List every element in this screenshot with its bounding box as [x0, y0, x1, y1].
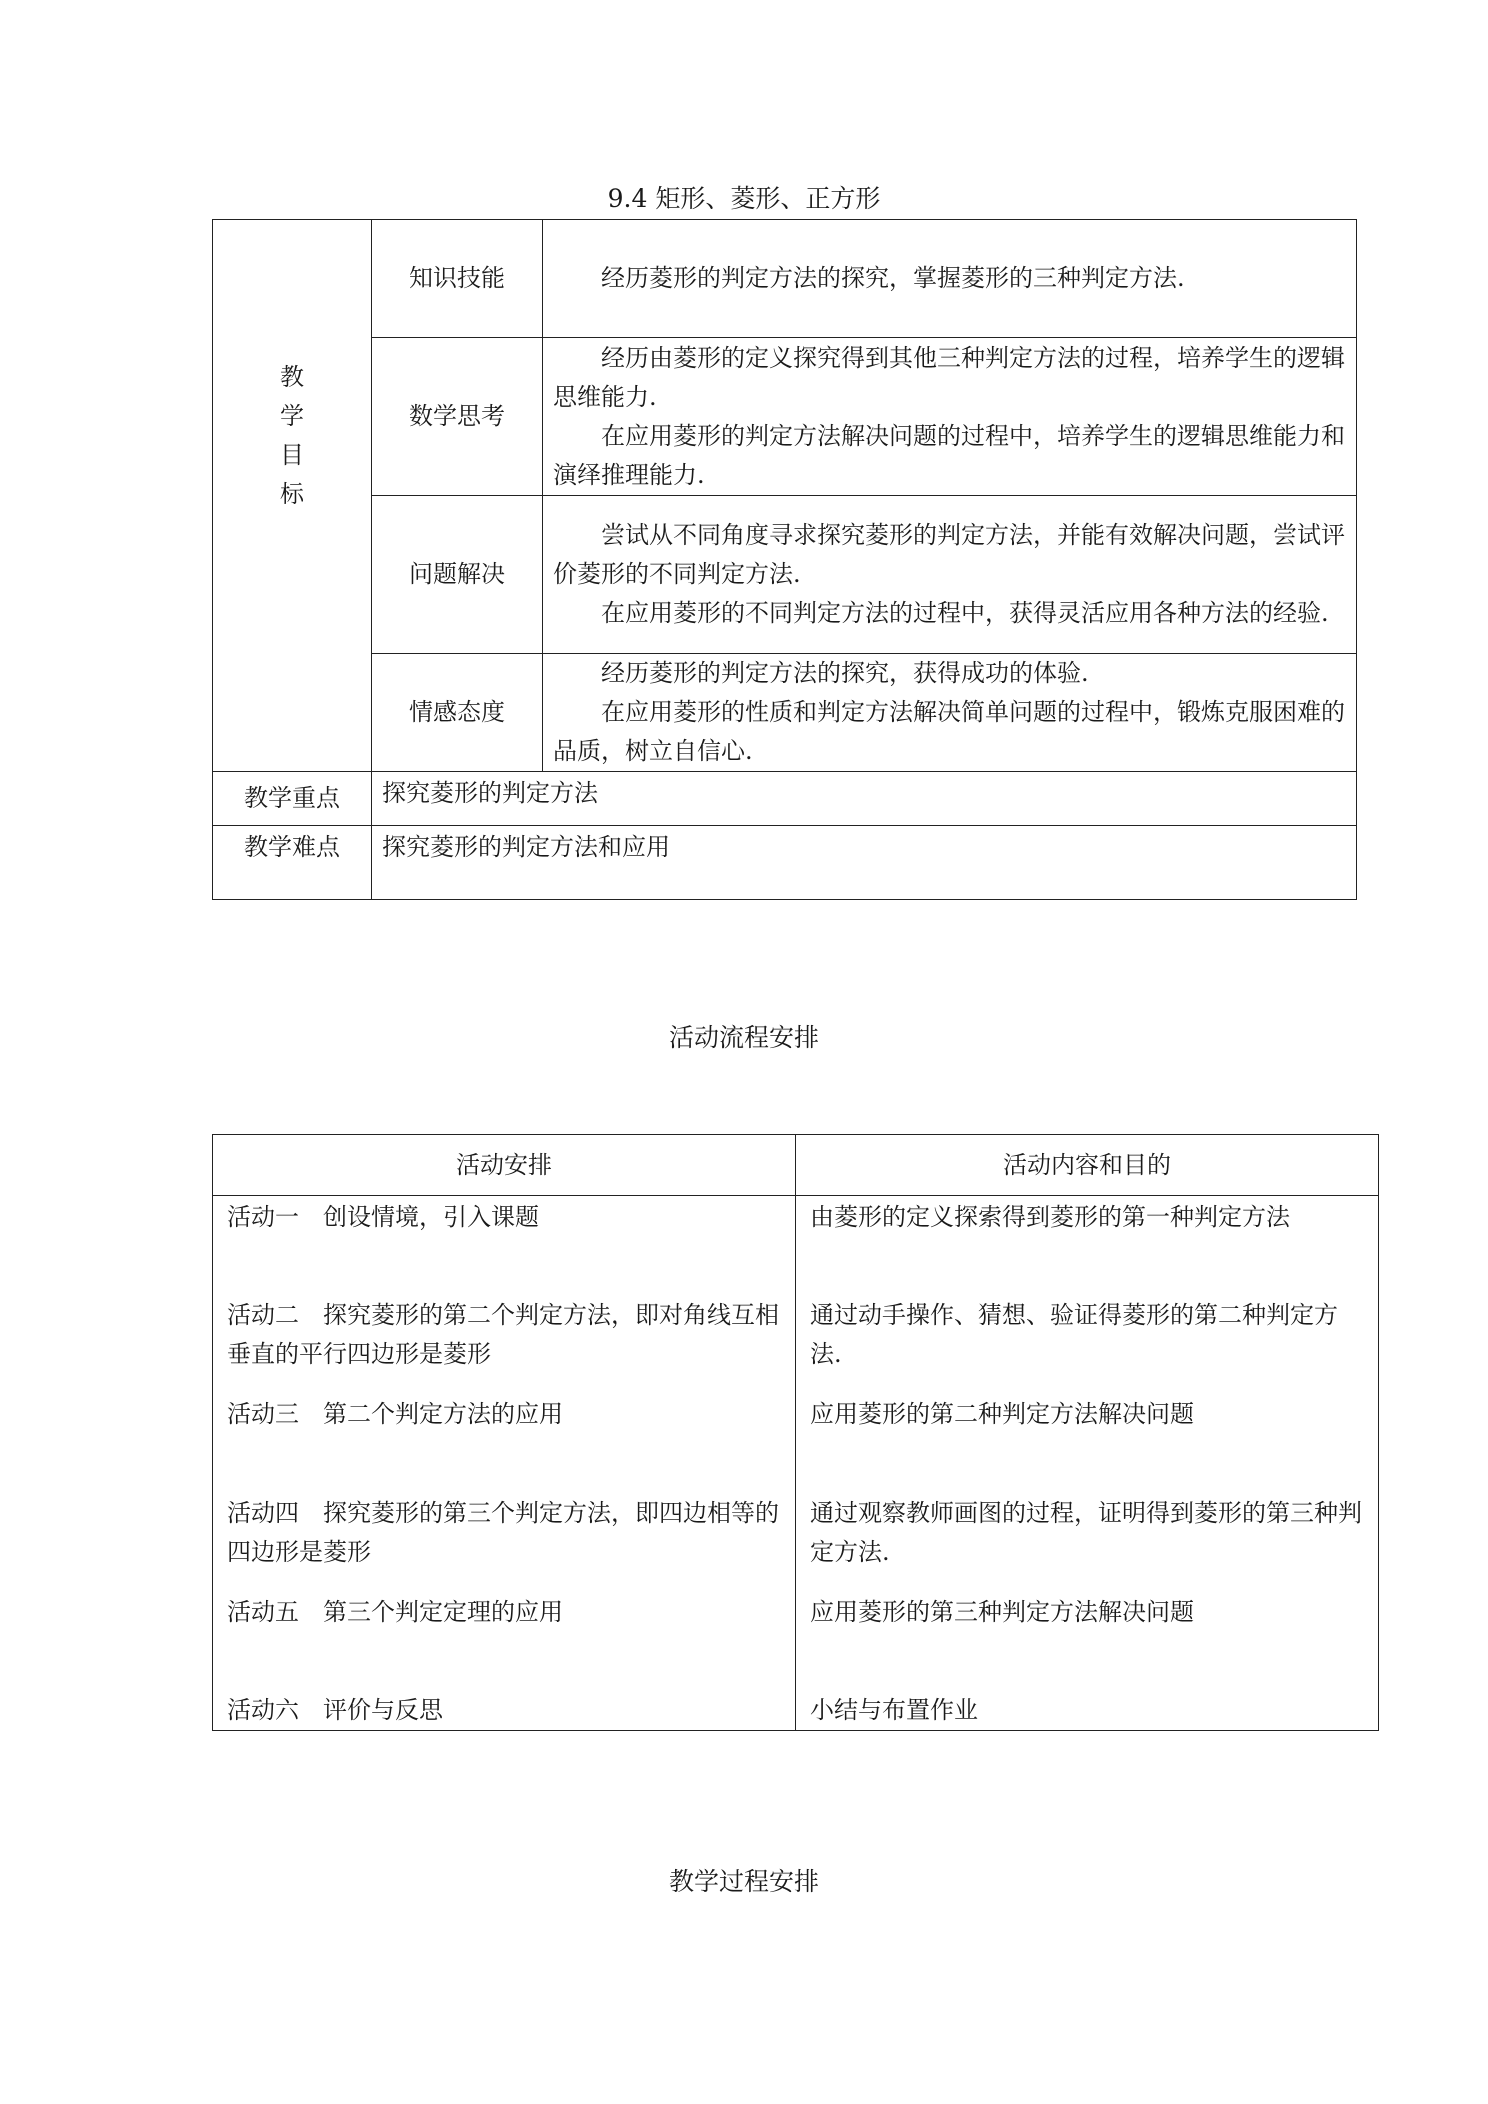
activity-item: 活动五 第三个判定定理的应用 [227, 1598, 563, 1626]
objective-paragraph: 在应用菱形的性质和判定方法解决简单问题的过程中，锻炼克服困难的品质，树立自信心. [553, 698, 1345, 765]
objectives-row [213, 496, 1357, 654]
objective-category: 数学思考 [372, 338, 543, 496]
content-item: 应用菱形的第二种判定方法解决问题 [810, 1400, 1194, 1428]
flow-title: 活动流程安排 [668, 1023, 819, 1052]
difficulty-row [213, 826, 1357, 900]
objectives-label-char: 标 [280, 479, 304, 508]
activity-item: 活动六 评价与反思 [227, 1696, 443, 1724]
objectives-table [212, 219, 1357, 900]
content-item: 通过动手操作、猜想、验证得菱形的第二种判定方法. [810, 1301, 1338, 1368]
difficulty-label: 教学难点 [213, 826, 372, 900]
objectives-row [213, 220, 1357, 338]
activity-item: 活动三 第二个判定方法的应用 [227, 1400, 563, 1428]
objective-content [543, 654, 1357, 772]
objectives-label-char: 目 [280, 440, 304, 469]
objectives-label-char: 教 [280, 362, 304, 391]
activity-header-row [213, 1135, 1379, 1196]
activity-header: 活动内容和目的 [796, 1135, 1379, 1196]
difficulty-value: 探究菱形的判定方法和应用 [372, 826, 1357, 900]
objective-paragraph: 经历由菱形的定义探究得到其他三种判定方法的过程，培养学生的逻辑思维能力. [553, 343, 1345, 411]
objective-paragraph: 经历菱形的判定方法的探究，获得成功的体验. [601, 659, 1089, 687]
content-column [796, 1196, 1379, 1731]
key-point-label: 教学重点 [213, 772, 372, 826]
activity-body-row [213, 1196, 1379, 1731]
objective-category: 情感态度 [372, 654, 543, 772]
activity-item: 活动四 探究菱形的第三个判定方法，即四边相等的四边形是菱形 [227, 1499, 779, 1566]
activity-item: 活动二 探究菱形的第二个判定方法，即对角线互相垂直的平行四边形是菱形 [227, 1301, 779, 1368]
content-item: 通过观察教师画图的过程，证明得到菱形的第三种判定方法. [810, 1499, 1362, 1566]
process-title: 教学过程安排 [668, 1867, 819, 1896]
objectives-label-char: 学 [280, 401, 304, 430]
objective-category: 知识技能 [372, 220, 543, 338]
activity-item: 活动一 创设情境，引入课题 [227, 1203, 539, 1231]
activity-table [212, 1134, 1379, 1731]
activity-column [213, 1196, 796, 1731]
objective-paragraph: 经历菱形的判定方法的探究，掌握菱形的三种判定方法. [601, 264, 1185, 292]
objective-content [543, 220, 1357, 338]
activity-header: 活动安排 [213, 1135, 796, 1196]
objective-content [543, 338, 1357, 496]
content-item: 小结与布置作业 [810, 1696, 978, 1724]
content-item: 应用菱形的第三种判定方法解决问题 [810, 1598, 1194, 1626]
page-title: 9.4 矩形、菱形、正方形 [607, 184, 881, 213]
objective-paragraph: 尝试从不同角度寻求探究菱形的判定方法，并能有效解决问题，尝试评价菱形的不同判定方法. [553, 521, 1345, 588]
key-point-row [213, 772, 1357, 826]
key-point-value: 探究菱形的判定方法 [372, 772, 1357, 826]
objective-content [543, 496, 1357, 654]
objective-paragraph: 在应用菱形的不同判定方法的过程中，获得灵活应用各种方法的经验. [601, 599, 1329, 627]
objective-paragraph: 在应用菱形的判定方法解决问题的过程中，培养学生的逻辑思维能力和演绎推理能力. [553, 421, 1345, 489]
content-item: 由菱形的定义探索得到菱形的第一种判定方法 [810, 1203, 1290, 1231]
objectives-row [213, 338, 1357, 496]
objectives-row [213, 654, 1357, 772]
objective-category: 问题解决 [372, 496, 543, 654]
objectives-label [213, 220, 372, 772]
